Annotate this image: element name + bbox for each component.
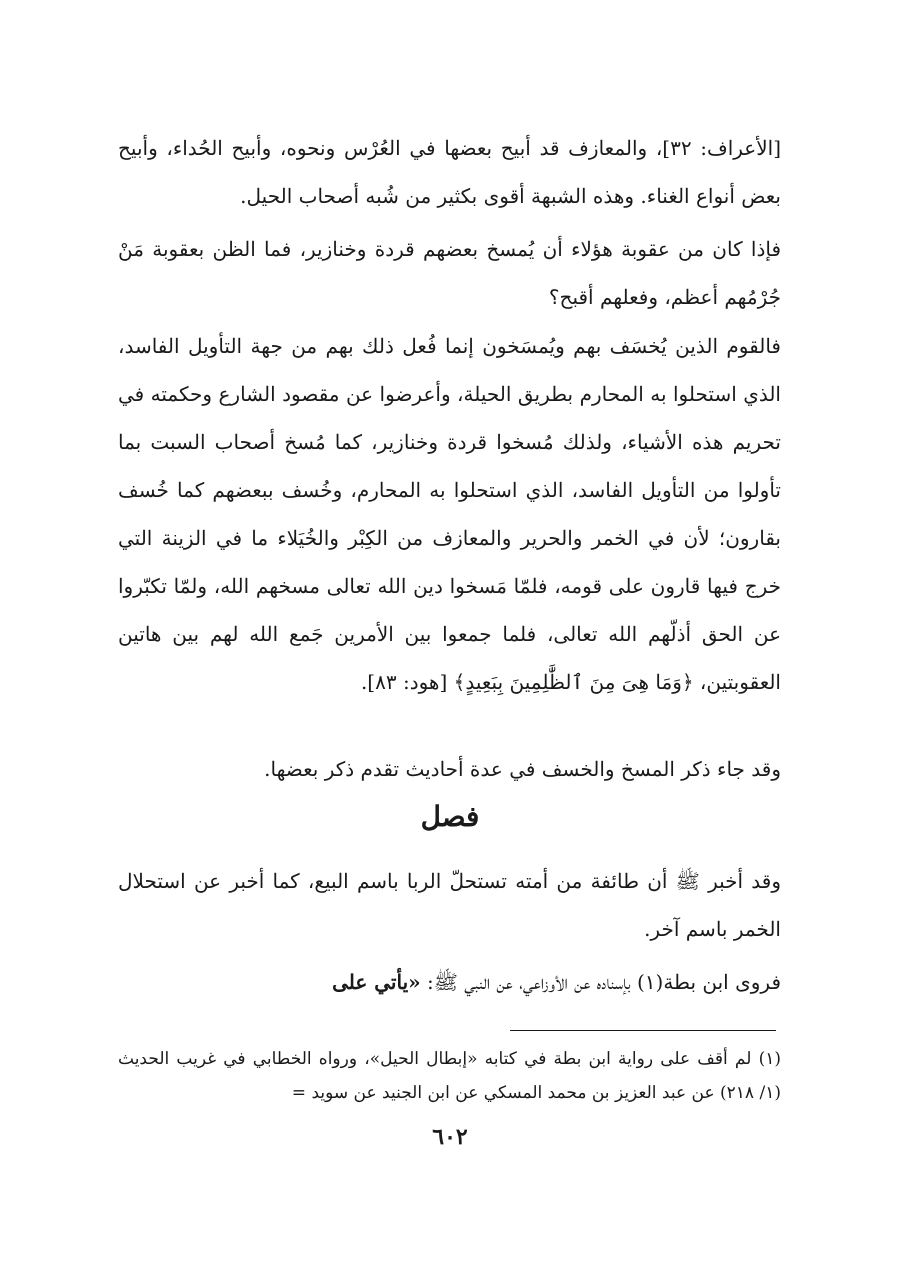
body-paragraph: وقد أخبر ﷺ أن طائفة من أمته تستحلّ الربا باسم البيع، كما أخبر عن استحلال الخمر باسم آخر.	[118, 869, 781, 941]
paragraph-people-swallowed	[118, 322, 781, 706]
paragraph-riba	[118, 857, 781, 953]
paragraph-ibn-batta	[118, 958, 781, 1006]
narration-text: فروى ابن بطة(١) بإسناده عن الأوزاعي، عن النبي ﷺ:	[420, 970, 781, 994]
paragraph-al-araf	[118, 124, 781, 220]
body-paragraph	[118, 958, 781, 1006]
footnote: (١) لم أقف على رواية ابن بطة في كتابه «إبطال الحيل»، ورواه الخطابي في غريب الحديث (١/ ٢١٨) عن عبد العزيز بن محمد المسكي عن ابن الجنيد عن سويد =	[118, 1049, 782, 1103]
body-paragraph: وقد جاء ذكر المسخ والخسف في عدة أحاديث تقدم ذكر بعضها.	[264, 757, 781, 781]
section-heading: فصل	[420, 800, 480, 833]
page-number: ٦٠٢	[432, 1124, 468, 1150]
body-paragraph: فإذا كان من عقوبة هؤلاء أن يُمسخ بعضهم قردة وخنازير، فما الظن بعقوبة مَنْ جُرْمُهم أعظم، وفعلهم أقبح؟	[118, 237, 781, 309]
footnote-divider	[510, 1030, 776, 1031]
body-paragraph: [الأعراف: ٣٢]، والمعازف قد أبيح بعضها في العُرْس ونحوه، وأبيح الحُداء، وأبيح بعض أنواع الغناء. وهذه الشبهة أقوى بكثير من شُبه أصحاب الحيل.	[118, 136, 782, 208]
paragraph-hadith-mention	[118, 745, 781, 793]
body-paragraph: فالقوم الذين يُخسَف بهم ويُمسَخون إنما فُعل ذلك بهم من جهة التأويل الفاسد، الذي استحلوا به المحارم بطريق الحيلة، وأعرضوا عن مقصود الشارع وحكمته في تحريم هذه الأشياء، ولذلك مُسخوا قردة وخنازير، كما مُسخ أصحاب السبت بما تأولوا من التأويل الفاسد، الذي استحلوا به المحارم، وخُسف ببعضهم كما خُسف بقارون؛ لأن في الخمر والحرير والمعازف من الكِبْر والخُيَلاء ما في الزينة التي خرج فيها قارون على قومه، فلمّا مَسخوا دين الله تعالى مسخهم الله، ولمّا تكبّروا عن الحق أذلّهم الله تعالى، فلما جمعوا بين الأمرين جَمع الله لهم بين هاتين العقوبتين، ﴿وَمَا هِىَ مِنَ ٱلظَّٰلِمِينَ بِبَعِيدٍ﴾ [هود: ٨٣].	[118, 334, 781, 694]
paragraph-punishment	[118, 225, 781, 321]
hadith-quote-start: «يأتي على	[332, 970, 421, 994]
